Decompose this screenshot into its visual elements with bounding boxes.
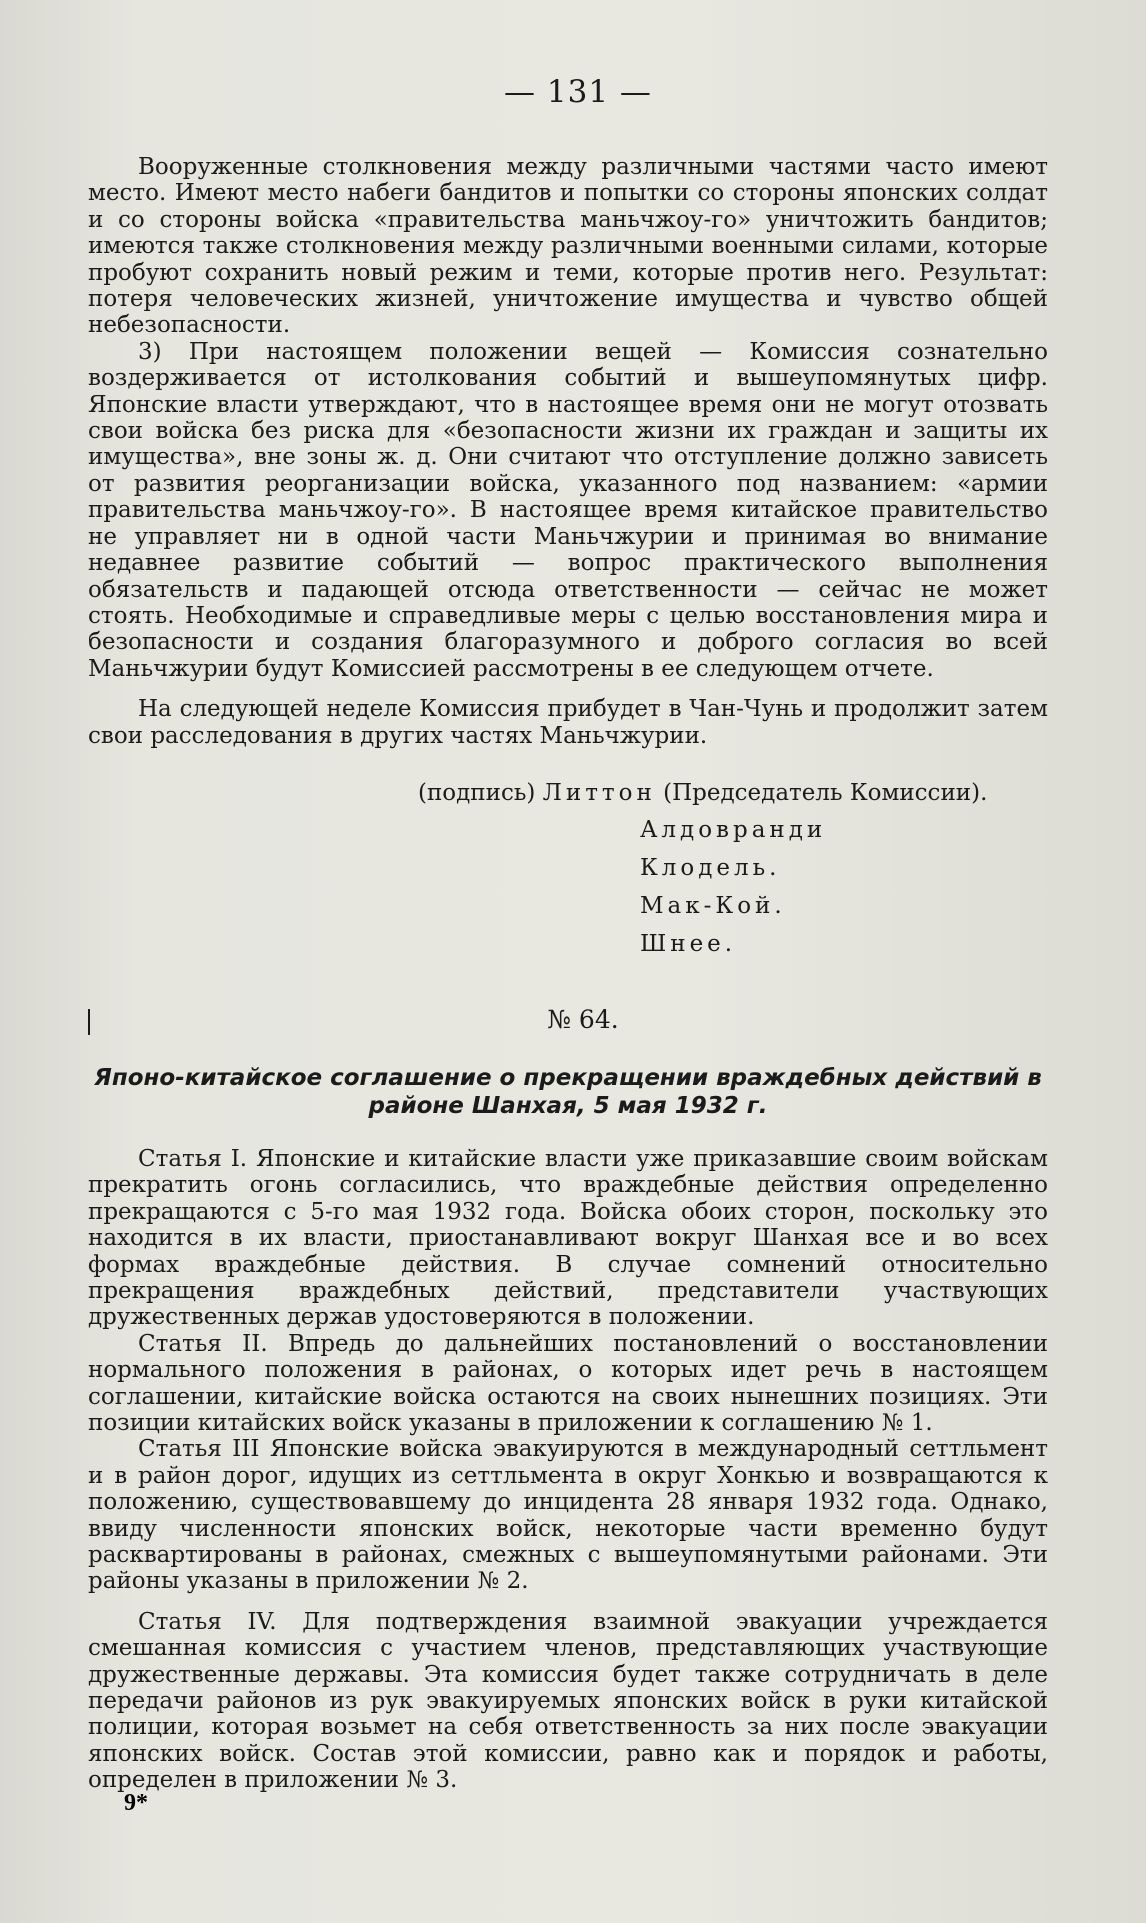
article-4-paragraph: Статья IV. Для подтверждения взаимной эвакуации учреждается смешанная комиссия с участием членов, представляющих участвующие дружественные державы. Эта комиссия будет также сотрудничать в деле передачи районов из рук эвакуируемых японских войск в руки китайской полиции, которая возьмет на себя ответственность за них после эвакуации японских войск. Состав этой комиссии, равно как и порядок и работы, определен в приложении № 3. — [88, 1608, 1048, 1794]
article-2-paragraph: Статья II. Впредь до дальнейших постановлений о восстановлении нормального положения в районах, о которых идет речь в настоящем соглашении, китайские войска остаются на своих нынешних позициях. Эти позиции китайских войск указаны в приложении к соглашению № 1. — [88, 1330, 1048, 1436]
intro-paragraph: Вооруженные столкновения между различными частями часто имеют место. Имеют место набеги бандитов и попытки со стороны японских солдат и со стороны войска «правительства маньчжоу-го» уничтожить бандитов; имеются также столкновения между различными военными силами, которые пробуют сохранить новый режим и теми, которые против него. Результат: потеря человеческих жизней, уничтожение имущества и чувство общей небезопасности. — [88, 154, 1048, 339]
document-title-line-2: районе Шанхая, 5 мая 1932 г. — [368, 1092, 768, 1119]
signature-member: Клодель. — [640, 854, 781, 881]
signature-member: Мак-Кой. — [640, 892, 786, 919]
document-title — [88, 1064, 1048, 1120]
next-week-paragraph: На следующей неделе Комиссия прибудет в Чан-Чунь и продолжит затем свои расследования в других частях Маньчжурии. — [88, 696, 1048, 749]
signature-member: Алдовранди — [640, 816, 827, 843]
printer-signature-mark: 9* — [124, 1790, 148, 1816]
point-3-paragraph: 3) При настоящем положении вещей — Комиссия сознательно воздерживается от истолкования событий и вышеупомянутых цифр. Японские власти утверждают, что в настоящее время они не могут отозвать свои войска без риска для «безопасности жизни их граждан и защиты их имущества», вне зоны ж. д. Они считают что отступление должно зависеть от развития реорганизации войска, указанного под названием: «армии правительства маньчжоу-го». В настоящее время китайское правительство не управляет ни в одной части Маньчжурии и принимая во внимание недавнее развитие событий — вопрос практического выполнения обязательств и падающей отсюда ответственности — сейчас не может стоять. Необходимые и справедливые меры с целью восстановления мира и безопасности и создания благоразумного и доброго согласия во всей Маньчжурии будут Комиссией рассмотрены в ее следующем отчете. — [88, 338, 1048, 682]
signature-prefix: (подпись) — [418, 779, 536, 806]
document-title-line-1: Японо-китайское соглашение о прекращении враждебных действий в — [94, 1064, 1042, 1091]
article-3-paragraph: Статья III Японские войска эвакуируются в международный сеттльмент и в район дорог, идущих из сеттльмента в округ Хонкью и возвращаются к положению, существовавшему до инцидента 28 января 1932 года. Однако, ввиду численности японских войск, некоторые части временно будут расквартированы в районах, смежных с вышеупомянутыми районами. Эти районы указаны в приложении № 2. — [88, 1436, 1048, 1595]
page-number: — 131 — — [504, 74, 652, 110]
article-1-paragraph: Статья I. Японские и китайские власти уже приказавшие своим войскам прекратить огонь согласились, что враждебные действия определенно прекращаются с 5-го мая 1932 года. Войска обоих сторон, поскольку это находится в их власти, приостанавливают вокруг Шанхая все и во всех формах враждебные действия. В случае сомнений относительно прекращения враждебных действий, представители участвующих дружественных держав удостоверяются в положении. — [88, 1145, 1048, 1331]
signature-chair-name: Литтон — [542, 779, 656, 806]
document-number: № 64. — [547, 1004, 619, 1034]
margin-mark — [88, 1009, 90, 1035]
signature-chair-line — [88, 775, 1048, 811]
document-number-heading — [88, 1005, 1048, 1034]
signature-member: Шнее. — [640, 930, 737, 957]
signature-chair-role: (Председатель Комиссии). — [663, 779, 988, 806]
signature-block — [88, 775, 1048, 963]
